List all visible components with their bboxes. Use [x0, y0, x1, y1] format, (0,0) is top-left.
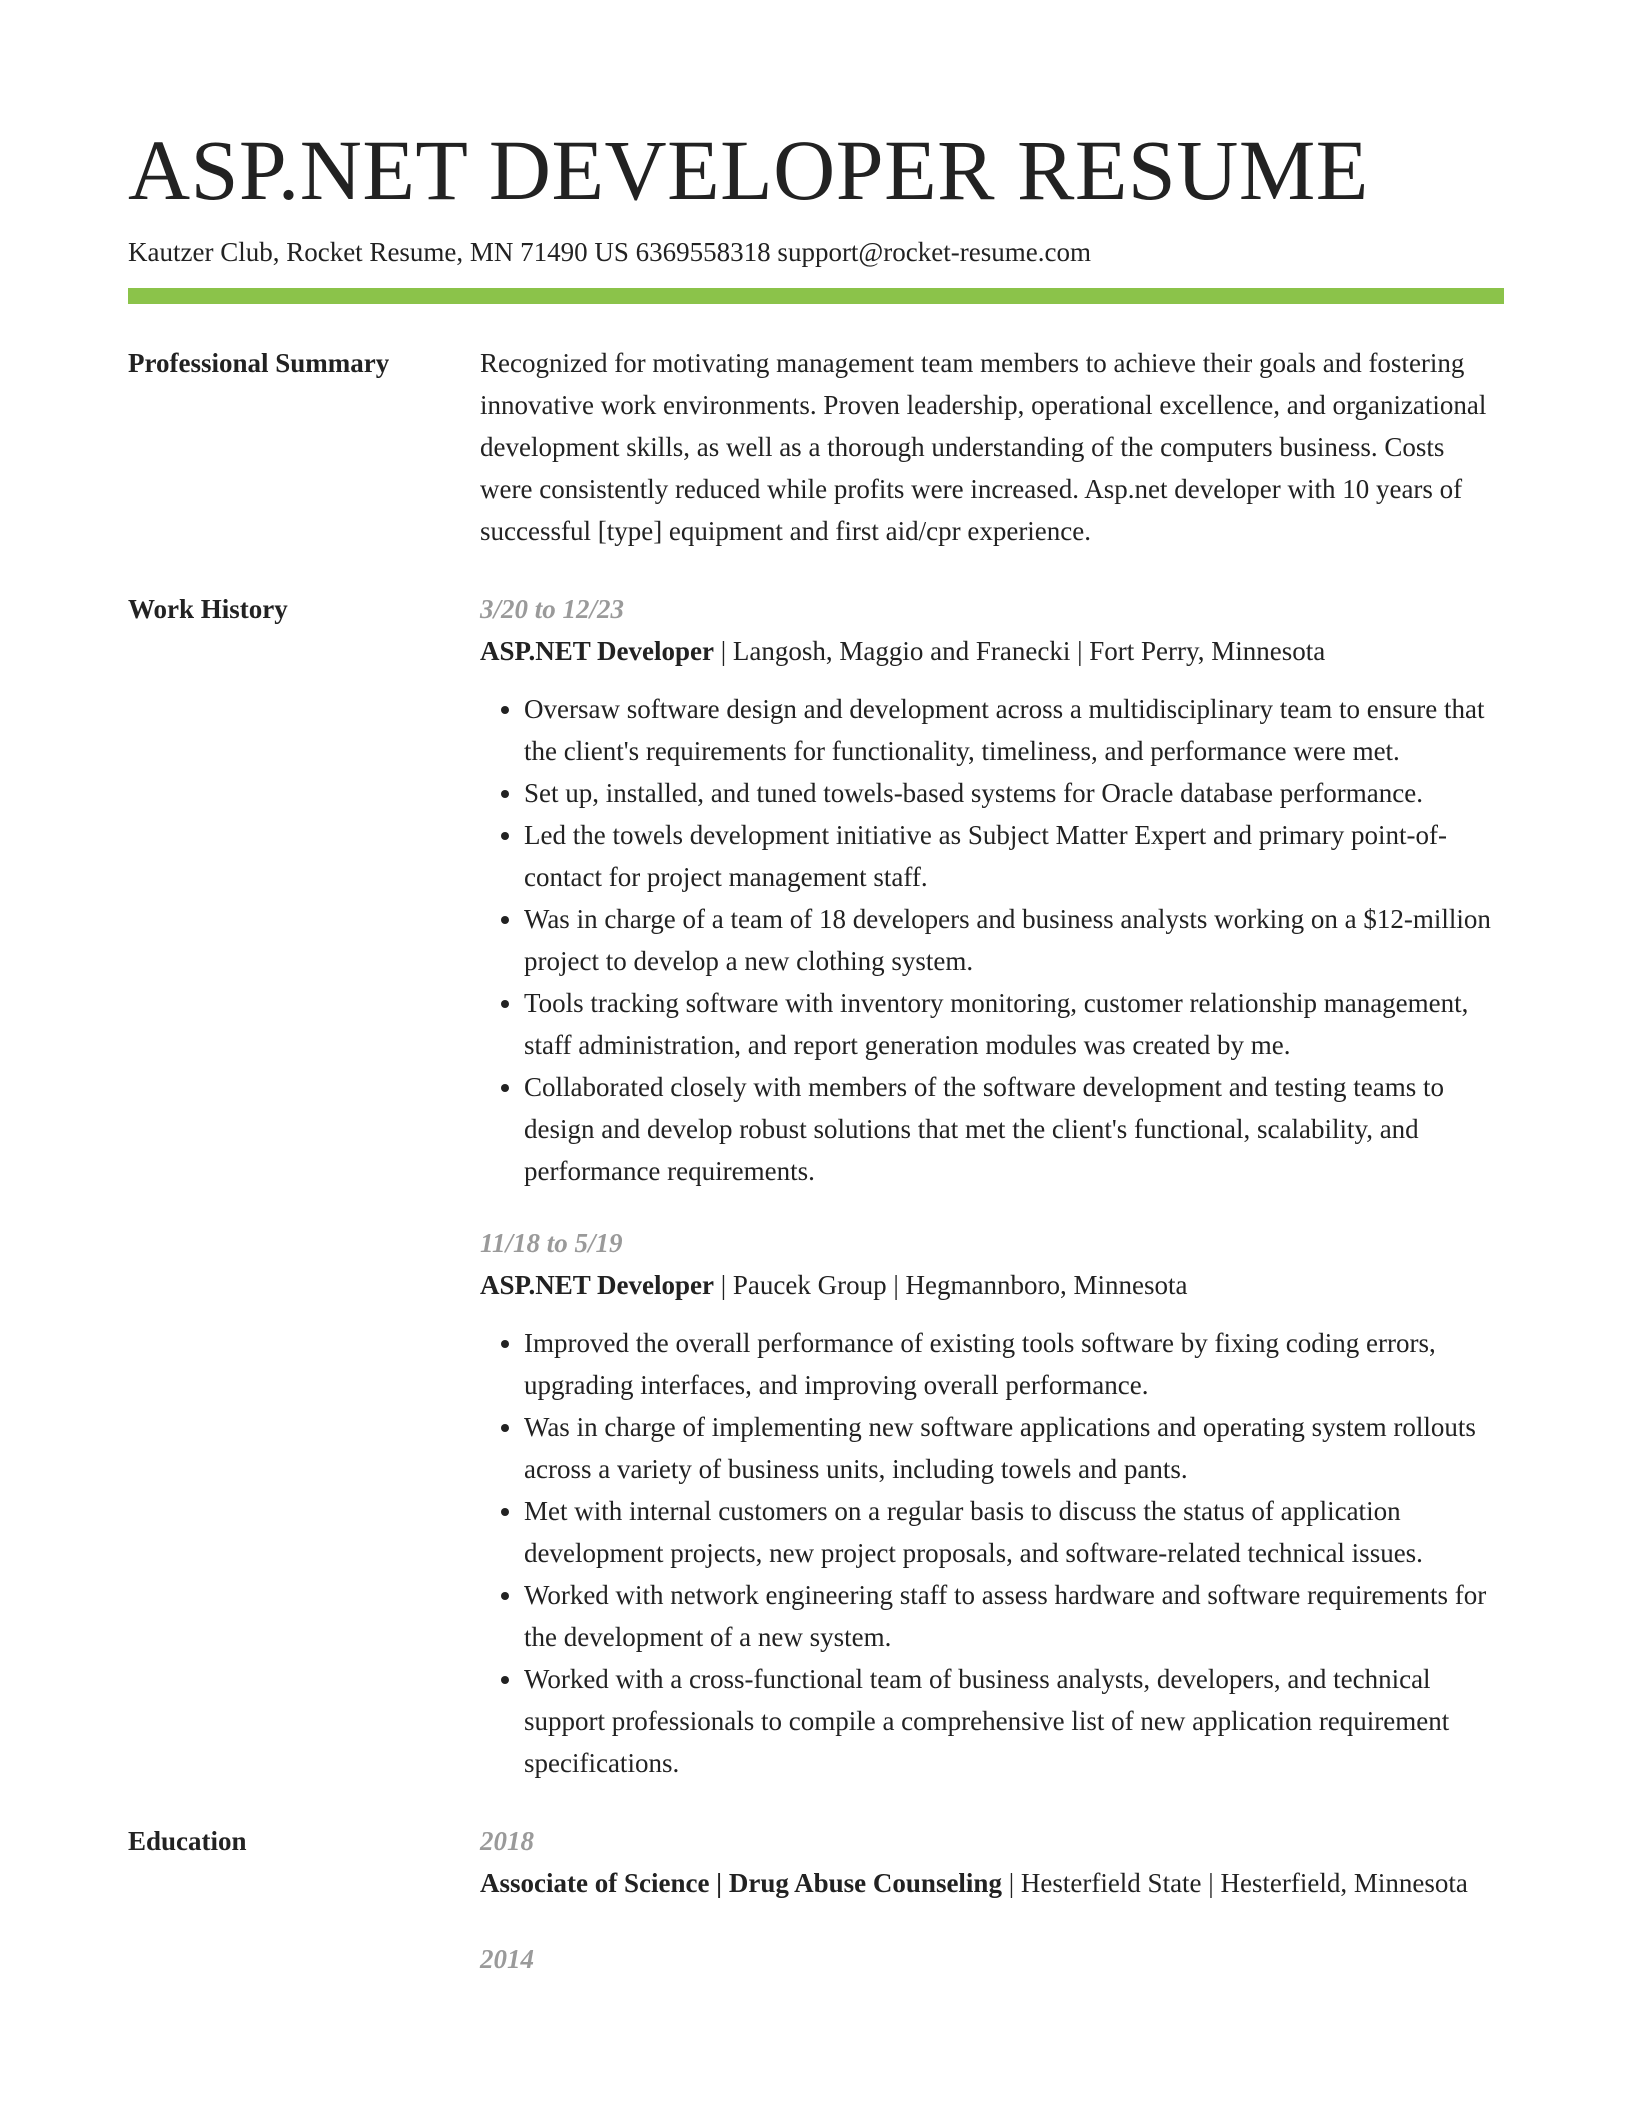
list-item: • Was in charge of implementing new software applications and operating system rollouts across a variety of business units, including towels and pants.	[524, 1406, 1500, 1490]
header-divider	[128, 288, 1504, 304]
job-role: ASP.NET Developer	[480, 1270, 715, 1300]
summary-section	[128, 342, 1504, 552]
job-bullets	[480, 688, 1500, 1192]
list-item: • Tools tracking software with inventory monitoring, customer relationship management, staff administration, and report generation modules was created by me.	[524, 982, 1500, 1066]
job-dates: 11/18 to 5/19	[480, 1228, 623, 1258]
job-details: | Langosh, Maggio and Franecki | Fort Perry, Minnesota	[714, 636, 1326, 666]
section-label-work: Work History	[128, 594, 288, 624]
work-history-section	[128, 588, 1504, 1814]
education-body	[480, 1820, 1504, 2014]
job-dates: 3/20 to 12/23	[480, 594, 625, 624]
list-item: • Was in charge of a team of 18 developers and business analysts working on a $12-million project to develop a new clothing system.	[524, 898, 1500, 982]
job-bullets	[480, 1322, 1500, 1784]
education-heading	[480, 1862, 1500, 1904]
list-item: • Collaborated closely with members of the software development and testing teams to design and develop robust solutions that met the client's functional, scalability, and performance requirements.	[524, 1066, 1500, 1192]
section-label-education: Education	[128, 1826, 247, 1856]
list-item: • Oversaw software design and development across a multidisciplinary team to ensure that the client's requirements for functionality, timeliness, and performance were met.	[524, 688, 1500, 772]
work-history-body	[480, 588, 1504, 1814]
education-year: 2014	[480, 1944, 534, 1974]
list-item: • Met with internal customers on a regular basis to discuss the status of application development projects, new project proposals, and software-related technical issues.	[524, 1490, 1500, 1574]
job-heading	[480, 630, 1500, 672]
education-entry	[480, 1820, 1500, 1904]
list-item: • Improved the overall performance of existing tools software by fixing coding errors, upgrading interfaces, and improving overall performance.	[524, 1322, 1500, 1406]
education-degree: Associate of Science | Drug Abuse Counseling	[480, 1868, 1002, 1898]
job-heading	[480, 1264, 1500, 1306]
education-details: | Hesterfield State | Hesterfield, Minnesota	[1001, 1868, 1468, 1898]
list-item: • Worked with a cross-functional team of business analysts, developers, and technical support professionals to compile a comprehensive list of new application requirement specifications.	[524, 1658, 1500, 1784]
contact-line: Kautzer Club, Rocket Resume, MN 71490 US 6369558318 support@rocket-resume.com	[128, 237, 1091, 267]
education-year: 2018	[480, 1826, 534, 1856]
education-section	[128, 1820, 1504, 2014]
summary-text: Recognized for motivating management team members to achieve their goals and fostering innovative work environments. Proven leadership, operational excellence, and organizational development skills, as well as a thorough understanding of the computers business. Costs were consistently reduced while profits were increased. Asp.net developer with 10 years of successful [type] equipment and first aid/cpr experience.	[480, 348, 1487, 546]
resume-page	[128, 120, 1504, 2014]
list-item: • Worked with network engineering staff to assess hardware and software requirements for the development of a new system.	[524, 1574, 1500, 1658]
summary-body	[480, 342, 1504, 552]
job-entry	[480, 1222, 1500, 1784]
page-title: ASP.NET DEVELOPER RESUME	[128, 122, 1369, 218]
education-entry	[480, 1938, 1500, 1980]
list-item: • Led the towels development initiative as Subject Matter Expert and primary point-of-contact for project management staff.	[524, 814, 1500, 898]
list-item: • Set up, installed, and tuned towels-based systems for Oracle database performance.	[524, 772, 1500, 814]
job-details: | Paucek Group | Hegmannboro, Minnesota	[714, 1270, 1188, 1300]
job-role: ASP.NET Developer	[480, 636, 715, 666]
job-entry	[480, 588, 1500, 1192]
section-label-summary: Professional Summary	[128, 348, 390, 378]
